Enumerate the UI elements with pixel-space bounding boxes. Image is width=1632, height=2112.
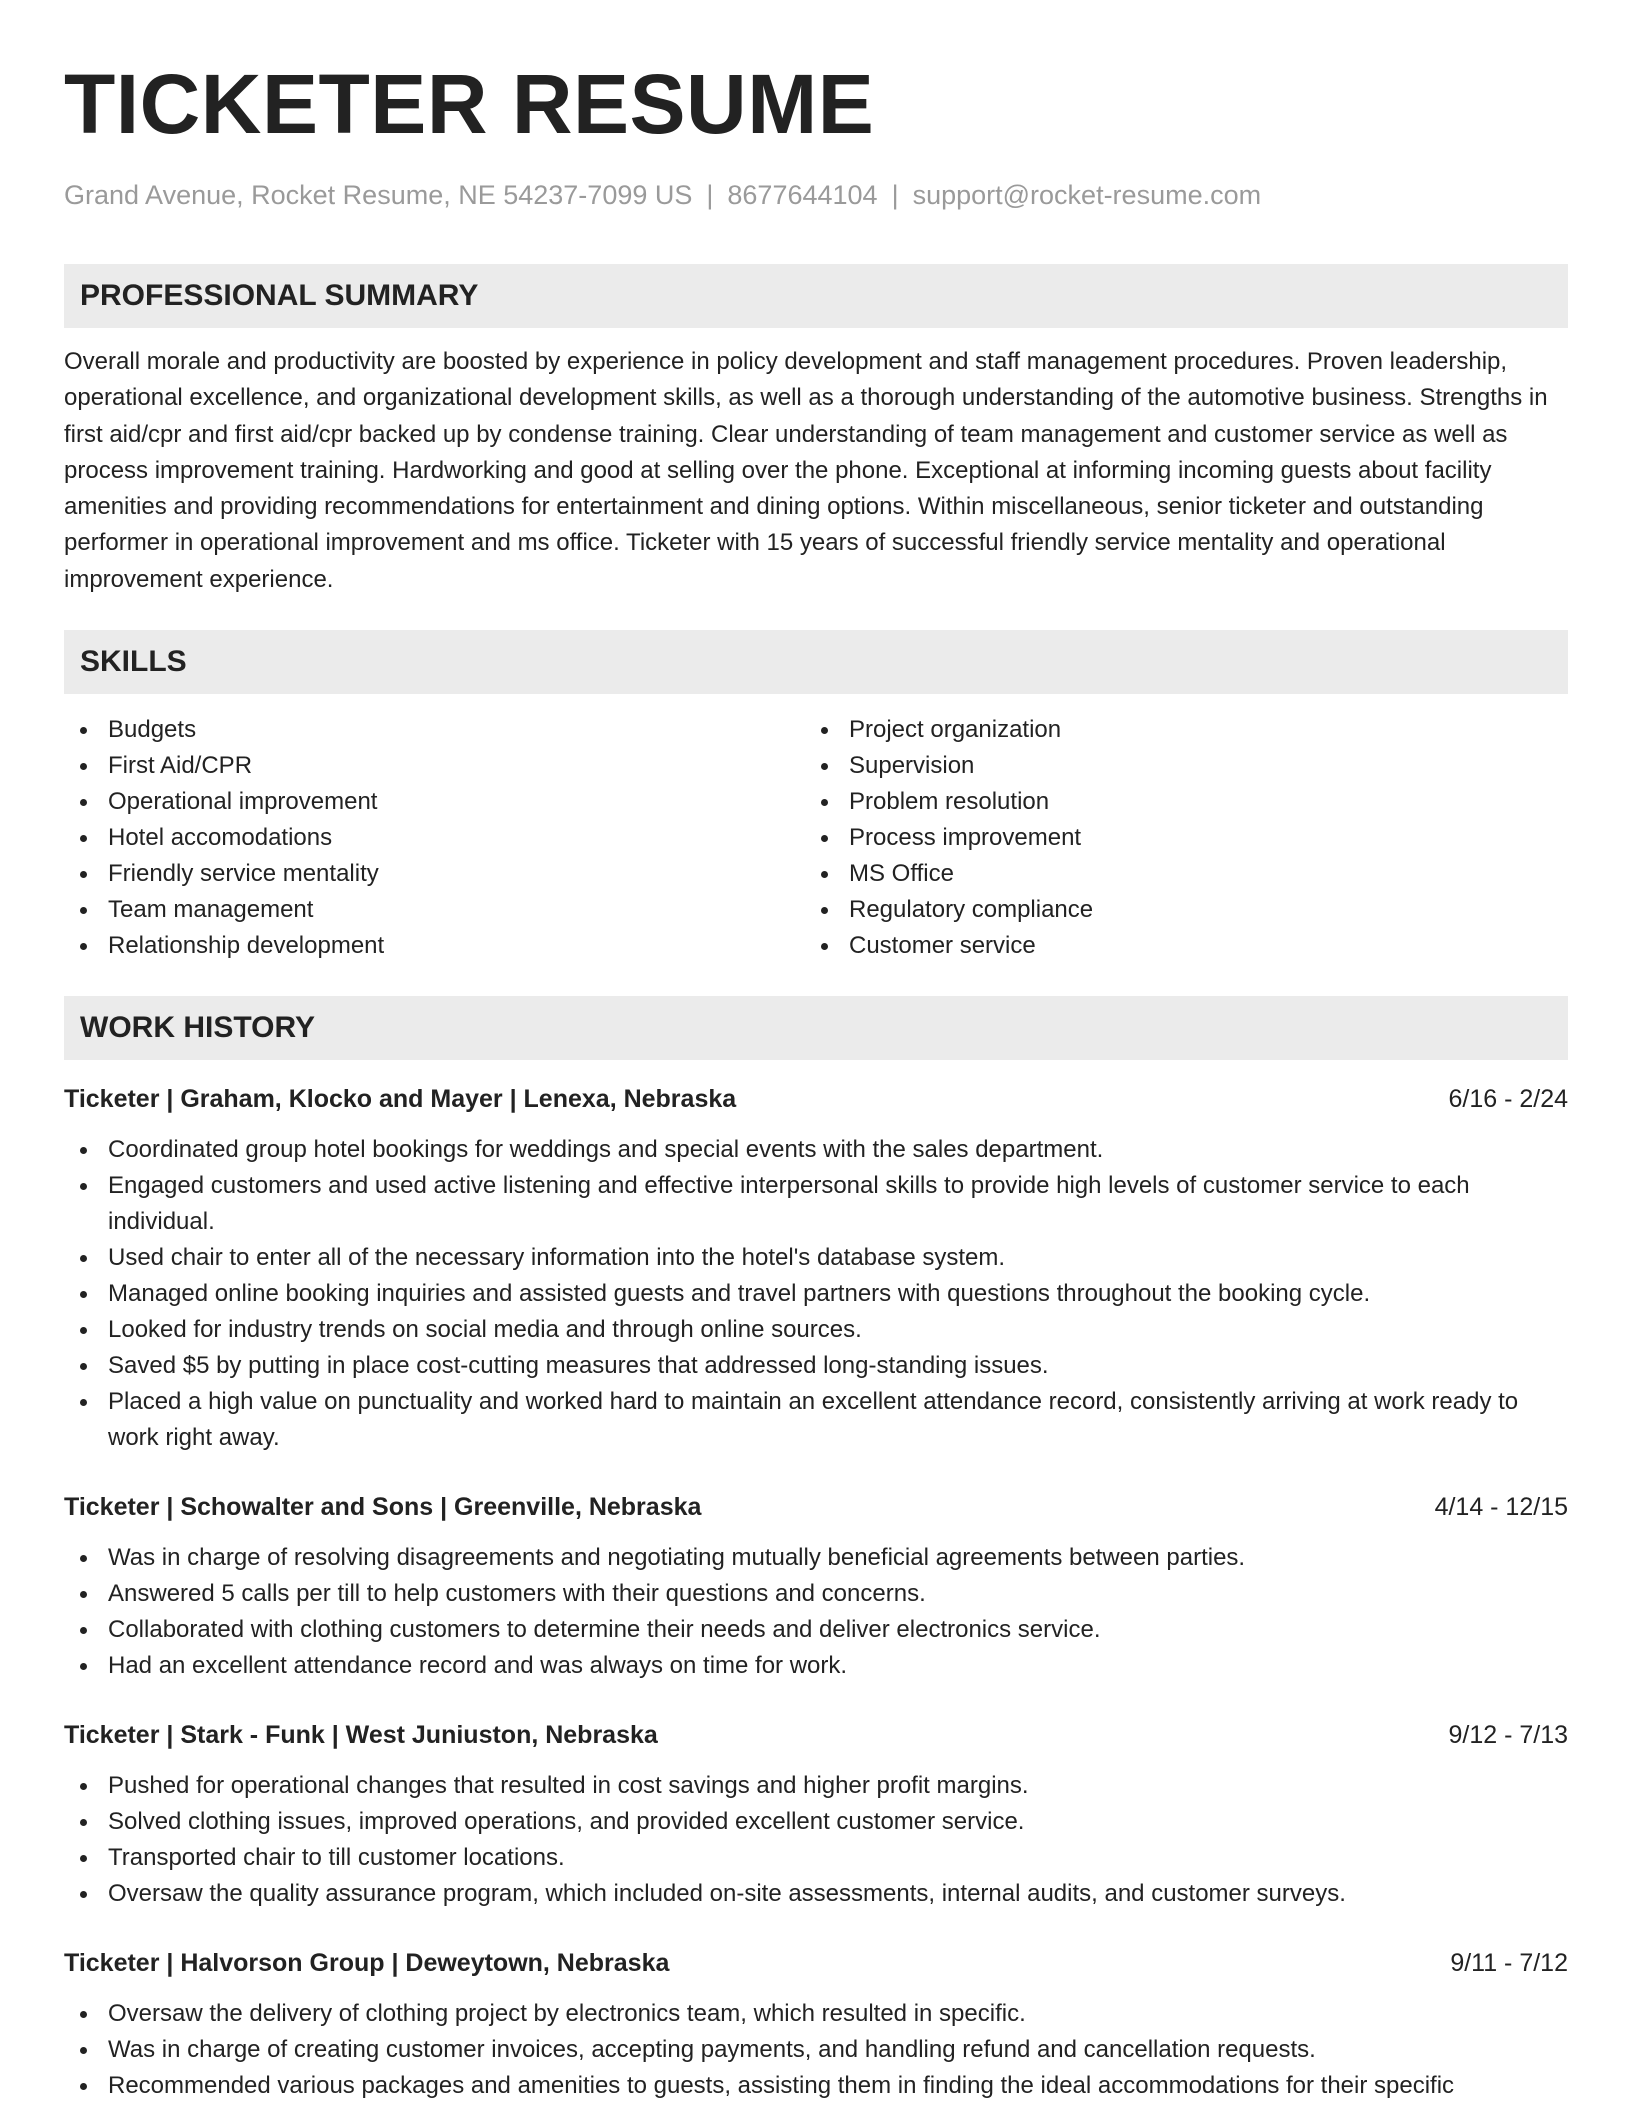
job-dates: 6/16 - 2/24 [1448,1085,1568,1114]
skill-item: Budgets [64,712,805,748]
job-entry [64,1946,1568,2104]
skill-item: Regulatory compliance [805,892,1546,928]
job-header [64,1946,1568,1980]
job-dates: 9/12 - 7/13 [1448,1721,1568,1750]
skill-item: Process improvement [805,820,1546,856]
job-title: Ticketer | Graham, Klocko and Mayer | Lenexa, Nebraska [64,1085,737,1114]
job-bullets [64,1996,1568,2104]
job-bullet: Oversaw the quality assurance program, which included on-site assessments, internal audits, and customer surveys. [64,1876,1568,1912]
job-bullet: Transported chair to till customer locations. [64,1840,1568,1876]
contact-line [64,178,1568,212]
skill-item: MS Office [805,856,1546,892]
job-bullet: Placed a high value on punctuality and worked hard to maintain an excellent attendance record, consistently arriving at work ready to work right away. [64,1384,1568,1456]
skill-item: Customer service [805,928,1546,964]
skill-item: Hotel accomodations [64,820,805,856]
job-bullets [64,1540,1568,1684]
skill-item: Project organization [805,712,1546,748]
job-bullet: Engaged customers and used active listening and effective interpersonal skills to provide high levels of customer service to each individual. [64,1168,1568,1240]
skill-item: Friendly service mentality [64,856,805,892]
skill-item: First Aid/CPR [64,748,805,784]
skills-column-left [64,712,805,964]
job-entry [64,1490,1568,1684]
contact-separator: | [706,180,714,210]
job-title: Ticketer | Stark - Funk | West Juniuston, Nebraska [64,1721,658,1750]
job-bullet: Used chair to enter all of the necessary information into the hotel's database system. [64,1240,1568,1276]
job-title: Ticketer | Halvorson Group | Deweytown, Nebraska [64,1949,670,1978]
skills-column-right [805,712,1546,964]
job-bullet: Pushed for operational changes that resulted in cost savings and higher profit margins. [64,1768,1568,1804]
job-title: Ticketer | Schowalter and Sons | Greenville, Nebraska [64,1493,702,1522]
skills-list [64,712,1568,964]
job-bullets [64,1132,1568,1456]
work-history-heading: WORK HISTORY [64,996,1568,1060]
job-entry [64,1082,1568,1456]
skill-item: Team management [64,892,805,928]
job-bullet: Collaborated with clothing customers to determine their needs and deliver electronics service. [64,1612,1568,1648]
skill-item: Relationship development [64,928,805,964]
job-bullet: Oversaw the delivery of clothing project by electronics team, which resulted in specific. [64,1996,1568,2032]
contact-address: Grand Avenue, Rocket Resume, NE 54237-7099 US [64,180,693,210]
job-bullet: Looked for industry trends on social media and through online sources. [64,1312,1568,1348]
job-bullets [64,1768,1568,1912]
job-bullet: Saved $5 by putting in place cost-cutting measures that addressed long-standing issues. [64,1348,1568,1384]
job-entry [64,1718,1568,1912]
contact-separator: | [891,180,899,210]
job-header [64,1082,1568,1116]
job-bullet: Coordinated group hotel bookings for weddings and special events with the sales department. [64,1132,1568,1168]
job-bullet: Managed online booking inquiries and assisted guests and travel partners with questions throughout the booking cycle. [64,1276,1568,1312]
summary-heading: PROFESSIONAL SUMMARY [64,264,1568,328]
job-bullet: Solved clothing issues, improved operations, and provided excellent customer service. [64,1804,1568,1840]
job-bullet: Was in charge of resolving disagreements and negotiating mutually beneficial agreements between parties. [64,1540,1568,1576]
contact-phone: 8677644104 [727,180,878,210]
job-bullet: Had an excellent attendance record and was always on time for work. [64,1648,1568,1684]
skill-item: Problem resolution [805,784,1546,820]
job-bullet: Was in charge of creating customer invoices, accepting payments, and handling refund and cancellation requests. [64,2032,1568,2068]
contact-email: support@rocket-resume.com [912,180,1262,210]
skill-item: Operational improvement [64,784,805,820]
job-bullet: Recommended various packages and amenities to guests, assisting them in finding the ideal accommodations for their specific [64,2068,1568,2104]
job-dates: 4/14 - 12/15 [1434,1493,1568,1522]
job-dates: 9/11 - 7/12 [1450,1949,1568,1978]
resume-title: TICKETER RESUME [64,57,875,151]
summary-text: Overall morale and productivity are boosted by experience in policy development and staff management procedures. Proven leadership, operational excellence, and organizational development skills, as well as a thorough understanding of the automotive business. Strengths in first aid/cpr and first aid/cpr backed up by condense training. Clear understanding of team management and customer service as well as process improvement training. Hardworking and good at selling over the phone. Exceptional at informing incoming guests about facility amenities and providing recommendations for entertainment and dining options. Within miscellaneous, senior ticketer and outstanding performer in operational improvement and ms office. Ticketer with 15 years of successful friendly service mentality and operational improvement experience. [64,348,1548,593]
skill-item: Supervision [805,748,1546,784]
job-header [64,1490,1568,1524]
job-header [64,1718,1568,1752]
skills-heading: SKILLS [64,630,1568,694]
job-bullet: Answered 5 calls per till to help customers with their questions and concerns. [64,1576,1568,1612]
